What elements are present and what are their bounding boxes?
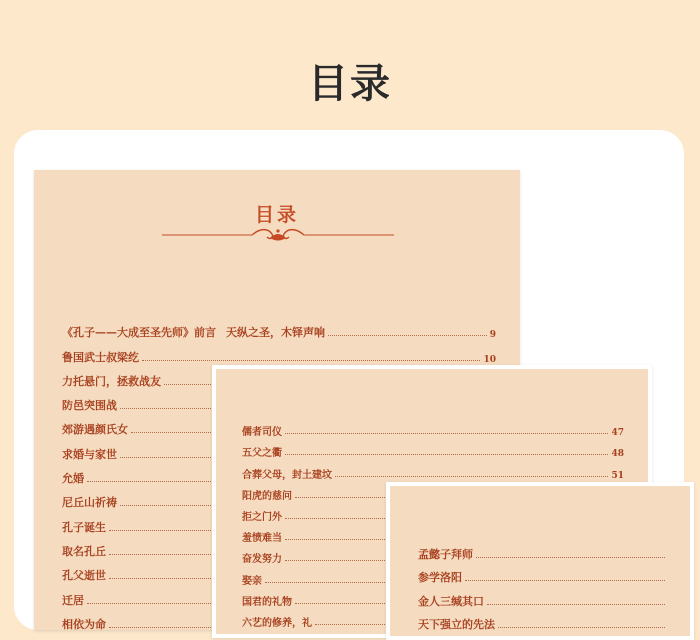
toc-page-3 bbox=[386, 482, 694, 640]
toc-leader bbox=[142, 360, 480, 361]
toc-leader bbox=[335, 476, 608, 477]
toc-leader bbox=[498, 627, 665, 628]
toc-entry-title: 尼丘山祈祷 bbox=[62, 496, 117, 510]
toc-entry-title: 求婚与家世 bbox=[62, 447, 117, 461]
toc-entry-title: 国君的礼物 bbox=[242, 596, 292, 608]
toc-entry-title: 娶亲 bbox=[242, 575, 262, 587]
toc-entry-title: 五父之衢 bbox=[242, 448, 282, 460]
toc-entry-title: 拒之门外 bbox=[242, 511, 282, 523]
toc-entry[interactable] bbox=[62, 340, 496, 364]
toc-entry-title: 阳虎的慈问 bbox=[242, 490, 292, 502]
toc-entry-title: 迁居 bbox=[62, 593, 84, 607]
toc-entry-title: 六艺的修养，礼 bbox=[242, 617, 312, 629]
toc-leader bbox=[476, 557, 665, 558]
toc-entry-title: 孔父逝世 bbox=[62, 569, 106, 583]
toc-list-3 bbox=[418, 538, 668, 632]
toc-leader bbox=[285, 454, 608, 455]
toc-entry-title: 羞愤难当 bbox=[242, 533, 282, 545]
toc-entry[interactable] bbox=[242, 417, 624, 438]
toc-leader bbox=[285, 433, 608, 434]
toc-entry-title: 防邑突围战 bbox=[62, 399, 117, 413]
toc-entry-title: 儒者司仪 bbox=[242, 427, 282, 439]
toc-entry-title: 允婚 bbox=[62, 472, 84, 486]
title-ornament-icon bbox=[162, 226, 394, 244]
toc-entry-title: 相依为命 bbox=[62, 617, 106, 630]
toc-page-number: 9 bbox=[489, 330, 496, 341]
toc-entry[interactable] bbox=[418, 562, 668, 586]
toc-entry-title: 孔子诞生 bbox=[62, 520, 106, 534]
toc-page-number: 48 bbox=[611, 449, 624, 460]
toc-entry-title: 郊游遇颜氏女 bbox=[62, 423, 128, 437]
toc-entry-title: 鲁国武士叔梁纥 bbox=[62, 350, 139, 364]
toc-page-number: 51 bbox=[611, 470, 624, 481]
toc-leader bbox=[465, 580, 665, 581]
toc-entry[interactable] bbox=[242, 438, 624, 459]
toc-entry-title: 合葬父母，封土建坟 bbox=[242, 469, 332, 481]
toc-entry[interactable] bbox=[242, 459, 624, 480]
toc-entry-title: 力托悬门，拯救战友 bbox=[62, 374, 161, 388]
toc-entry[interactable] bbox=[62, 316, 496, 340]
toc-entry-title: 金人三缄其口 bbox=[418, 594, 484, 608]
toc-page-title: 目录 bbox=[254, 204, 299, 226]
toc-entry-title: 孟懿子拜师 bbox=[418, 547, 473, 561]
toc-entry[interactable] bbox=[418, 538, 668, 562]
toc-entry[interactable] bbox=[418, 585, 668, 609]
toc-entry-title: 奋发努力 bbox=[242, 554, 282, 566]
toc-entry-title: 《孔子——大成至圣先师》前言 bbox=[62, 326, 216, 340]
toc-leader bbox=[487, 604, 665, 605]
toc-entry[interactable] bbox=[418, 609, 668, 633]
toc-entry-title: 取名孔丘 bbox=[62, 544, 106, 558]
toc-leader bbox=[328, 335, 487, 336]
page-title: 目录 bbox=[308, 61, 392, 107]
toc-entry-subtitle: 天纵之圣，木铎声响 bbox=[226, 326, 325, 340]
toc-page-number: 47 bbox=[611, 428, 624, 439]
toc-entry-title: 天下强立的先法 bbox=[418, 618, 495, 631]
toc-entry-title: 参学洛阳 bbox=[418, 571, 462, 584]
toc-page-number: 10 bbox=[483, 354, 496, 365]
